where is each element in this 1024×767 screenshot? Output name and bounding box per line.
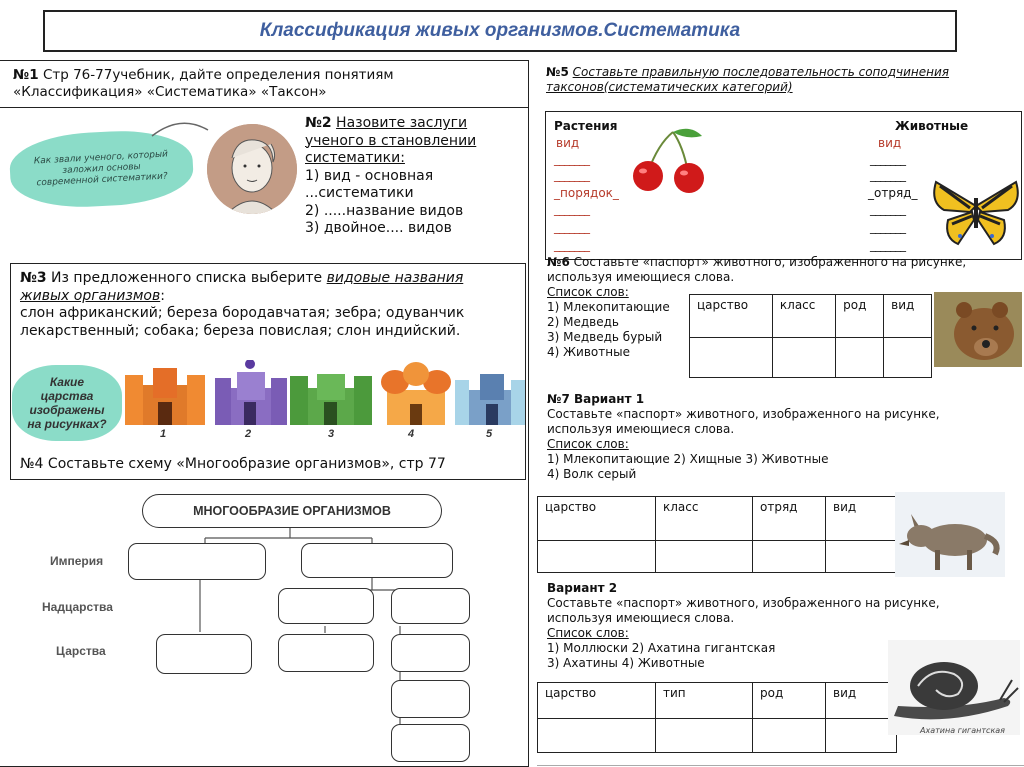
animal-blank-3: _______: [870, 202, 905, 216]
task5-text2: таксонов(систематических категорий): [546, 80, 793, 94]
variant2-words2: 3) Ахатины 4) Животные: [547, 656, 705, 670]
task2-line3: систематики:: [305, 150, 405, 166]
castle-1: [125, 368, 205, 425]
plant-blank-2: _______: [554, 168, 589, 182]
castle-num-2: 2: [245, 428, 252, 440]
title-box: [43, 10, 957, 52]
animal-blank-4: _______: [870, 220, 905, 234]
task6-text2: используя имеющиеся слова.: [547, 270, 735, 284]
task2: [305, 115, 525, 238]
task7-text1: Составьте «паспорт» животного, изображенного на рисунке,: [547, 407, 940, 421]
snail-caption: Ахатина гигантская: [920, 726, 1005, 735]
scheme-box-super-2[interactable]: [391, 588, 470, 624]
task7-words1: 1) Млекопитающие 2) Хищные 3) Животные: [547, 452, 829, 466]
task1-text2: «Классификация» «Систематика» «Таксон»: [13, 83, 327, 100]
variant2-text2: используя имеющиеся слова.: [547, 611, 735, 625]
castle-3: [290, 374, 372, 425]
variant2-cell[interactable]: [826, 719, 897, 753]
variant2-words1: 1) Моллюски 2) Ахатина гигантская: [547, 641, 776, 655]
task7-table: [537, 496, 897, 573]
plant-blank-4: _______: [554, 220, 589, 234]
bubble-arrow: [150, 118, 210, 138]
variant2-h-genus: род: [753, 683, 826, 719]
castle-5: [455, 374, 525, 425]
task4-text: Составьте схему «Многообразие организмов», стр 77: [47, 456, 446, 472]
castle-num-1: 1: [160, 428, 167, 440]
task1-text1: Стр 76-77учебник, дайте определения понятиям: [42, 67, 394, 83]
divider: [0, 107, 529, 108]
castle-4: [381, 362, 451, 425]
variant2-h-kingdom: царство: [538, 683, 656, 719]
task1: [13, 67, 523, 100]
butterfly-image: [930, 176, 1022, 246]
plant-vid: вид: [556, 136, 580, 150]
task7-cell[interactable]: [753, 541, 826, 573]
task5-num: №5: [546, 65, 569, 79]
animal-order: _отряд_: [868, 186, 918, 200]
scheme-row-super: Надцарства: [42, 600, 113, 614]
variant2-list-head: Список слов:: [547, 626, 629, 640]
castle-num-3: 3: [328, 428, 335, 440]
variant2-head: Вариант 2: [547, 581, 618, 595]
task6-word-1: 1) Млекопитающие: [547, 300, 670, 314]
task6-cell[interactable]: [690, 338, 773, 378]
task6-h-genus: род: [836, 295, 884, 338]
task2-item2: 2) .....название видов: [305, 202, 464, 219]
task2-line1: Назовите заслуги: [336, 115, 468, 131]
scheme-title: МНОГООБРАЗИЕ ОРГАНИЗМОВ: [193, 504, 391, 518]
kingdom-question-text: Какие царства изображены на рисунках?: [27, 375, 107, 431]
scheme-box-kingdom-4[interactable]: [391, 680, 470, 718]
task4: [20, 456, 520, 473]
task6-cell[interactable]: [772, 338, 835, 378]
right-bottom-line: [537, 765, 1024, 766]
scheme-box-empire-1[interactable]: [128, 543, 266, 580]
cherry-image: [628, 124, 708, 194]
task2-num: №2: [305, 115, 332, 131]
scheme-box-kingdom-3[interactable]: [391, 634, 470, 672]
plants-head: Растения: [554, 119, 618, 133]
task4-num: №4: [20, 456, 44, 472]
plant-blank-5: _______: [554, 238, 589, 252]
task7-cell[interactable]: [826, 541, 897, 573]
animals-head: Животные: [895, 119, 969, 133]
task6-cell[interactable]: [884, 338, 932, 378]
bear-image: [934, 292, 1022, 367]
task6-text1: Составьте «паспорт» животного, изображенного на рисунке,: [573, 255, 967, 269]
task3-list1: слон африканский; береза бородавчатая; зебра; одуванчик: [20, 305, 465, 321]
bubble-text: Как звали ученого, который заложил основы современной систематики?: [33, 149, 169, 188]
task6-table: [689, 294, 932, 378]
task7-cell[interactable]: [538, 541, 656, 573]
task7-list-head: Список слов:: [547, 437, 629, 451]
castles-row: [125, 360, 525, 445]
task7-h-class: класс: [656, 497, 753, 541]
task6-num: №6: [547, 255, 570, 269]
task3-list2: лекарственный; собака; береза повислая; слон индийский.: [20, 322, 461, 339]
task7-h-species: вид: [826, 497, 897, 541]
scheme-box-empire-2[interactable]: [301, 543, 453, 578]
task7-h-kingdom: царство: [538, 497, 656, 541]
castle-2: [215, 360, 287, 425]
animal-blank-1: _______: [870, 152, 905, 166]
scheme-row-kingdom: Царства: [56, 644, 106, 658]
scheme-row-empire: Империя: [50, 554, 104, 568]
scheme-box-kingdom-1[interactable]: [156, 634, 252, 674]
task3-colon: :: [160, 287, 165, 304]
variant2-cell[interactable]: [656, 719, 753, 753]
variant2-text1: Составьте «паспорт» животного, изображенного на рисунке,: [547, 596, 940, 610]
plant-order: _порядок_: [554, 186, 619, 200]
variant2-h-species: вид: [826, 683, 897, 719]
task3: [20, 270, 520, 340]
task3-num: №3: [20, 270, 47, 286]
task6-cell[interactable]: [836, 338, 884, 378]
task6-h-kingdom: царство: [690, 295, 773, 338]
task6-list-head: Список слов:: [547, 285, 629, 299]
animal-blank-5: _______: [870, 238, 905, 252]
scheme-box-kingdom-5[interactable]: [391, 724, 470, 762]
task6-h-species: вид: [884, 295, 932, 338]
kingdom-question: [12, 365, 122, 441]
task7-cell[interactable]: [656, 541, 753, 573]
task6-word-3: 3) Медведь бурый: [547, 330, 663, 344]
task5-text1: Составьте правильную последовательность соподчинения: [572, 65, 949, 79]
task2-item3: 3) двойное.... видов: [305, 220, 452, 236]
task6-word-4: 4) Животные: [547, 345, 630, 359]
scheme-box-super-1[interactable]: [278, 588, 374, 624]
task5: [546, 65, 1016, 95]
task7-text2: используя имеющиеся слова.: [547, 422, 735, 436]
plant-blank-3: _______: [554, 202, 589, 216]
plant-blank-1: _______: [554, 152, 589, 166]
wolf-image: [895, 492, 1005, 577]
variant2-cell[interactable]: [753, 719, 826, 753]
task7: [547, 392, 1022, 482]
task7-words2: 4) Волк серый: [547, 467, 637, 481]
task2-line2: ученого в становлении: [305, 132, 477, 149]
task1-num: №1: [13, 67, 39, 83]
variant2-table: [537, 682, 897, 753]
scheme-title-box: [142, 494, 442, 528]
variant2-h-phylum: тип: [656, 683, 753, 719]
castle-num-5: 5: [486, 428, 493, 440]
animal-blank-2: _______: [870, 168, 905, 182]
variant2-cell[interactable]: [538, 719, 656, 753]
task7-num: №7 Вариант 1: [547, 392, 645, 406]
task6-word-2: 2) Медведь: [547, 315, 619, 329]
snail-image: [888, 640, 1020, 735]
task6-h-class: класс: [772, 295, 835, 338]
task2-item1b: ...систематики: [305, 185, 414, 201]
task3-highlight2: живых организмов: [20, 287, 161, 304]
task3-highlight: видовые названия: [326, 270, 464, 286]
task3-text1: Из предложенного списка выберите: [51, 270, 323, 286]
castle-num-4: 4: [408, 428, 415, 440]
animal-vid: вид: [878, 136, 902, 150]
scheme-box-kingdom-2[interactable]: [278, 634, 374, 672]
task2-item1: 1) вид - основная: [305, 167, 434, 184]
scientist-portrait: [207, 124, 297, 214]
page-title: Классификация живых организмов.Систематика: [259, 20, 741, 41]
task7-h-order: отряд: [753, 497, 826, 541]
